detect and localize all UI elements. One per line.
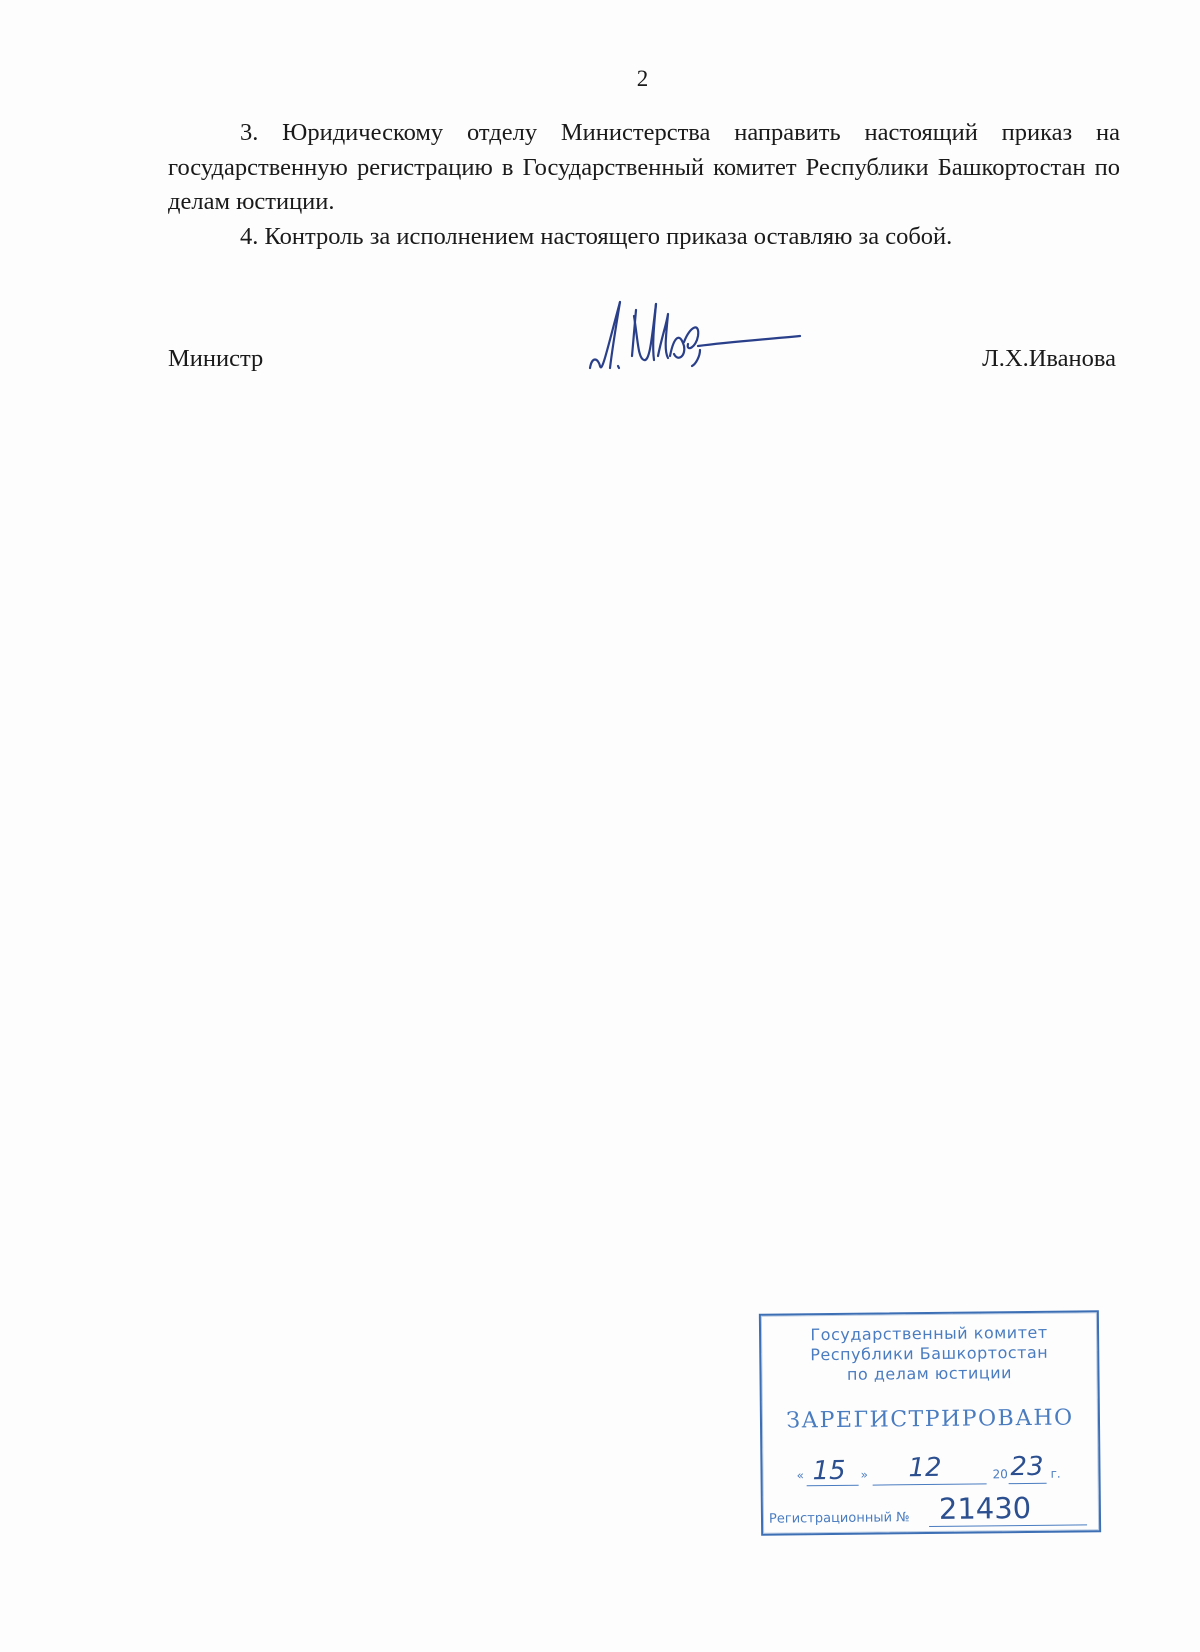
stamp-day: 15 bbox=[812, 1455, 846, 1487]
stamp-reg-number: 21430 bbox=[938, 1490, 1032, 1526]
paragraph-3: 3. Юридическому отделу Министерства направить настоящий приказ на государственную регистрацию в Государственный комитет Республики Башкортостан по делам юстиции. bbox=[168, 119, 1120, 215]
stamp-month: 12 bbox=[908, 1452, 942, 1484]
stamp-org-line: по делам юстиции bbox=[846, 1363, 1013, 1384]
stamp-year-suffix: 23 bbox=[1010, 1451, 1044, 1483]
stamp-quote-open: « bbox=[796, 1468, 804, 1483]
stamp-year-unit: г. bbox=[1050, 1466, 1061, 1481]
stamp-year-line bbox=[1009, 1483, 1047, 1484]
stamp-date bbox=[796, 1453, 1086, 1486]
signatory-name: Л.Х.Иванова bbox=[982, 345, 1116, 372]
signatory-position: Министр bbox=[168, 345, 264, 372]
page-number: 2 bbox=[636, 66, 649, 91]
stamp-year-prefix: 20 bbox=[992, 1467, 1008, 1482]
stamp-organization bbox=[761, 1322, 1098, 1386]
stamp-reg-label: Регистрационный № bbox=[768, 1510, 910, 1527]
stamp-org-line: Государственный комитет bbox=[810, 1322, 1048, 1345]
stamp-registration bbox=[768, 1490, 1089, 1531]
registration-stamp bbox=[759, 1310, 1101, 1536]
stamp-title: ЗАРЕГИСТРИРОВАНО bbox=[786, 1405, 1074, 1434]
handwritten-signature bbox=[588, 296, 818, 396]
stamp-org-line: Республики Башкортостан bbox=[810, 1342, 1049, 1365]
stamp-month-line bbox=[873, 1483, 987, 1485]
stamp-day-line bbox=[807, 1485, 859, 1487]
document-body bbox=[168, 116, 1120, 254]
stamp-quote-close: » bbox=[860, 1467, 868, 1482]
paragraph-4: 4. Контроль за исполнением настоящего приказа оставляю за собой. bbox=[240, 222, 953, 250]
